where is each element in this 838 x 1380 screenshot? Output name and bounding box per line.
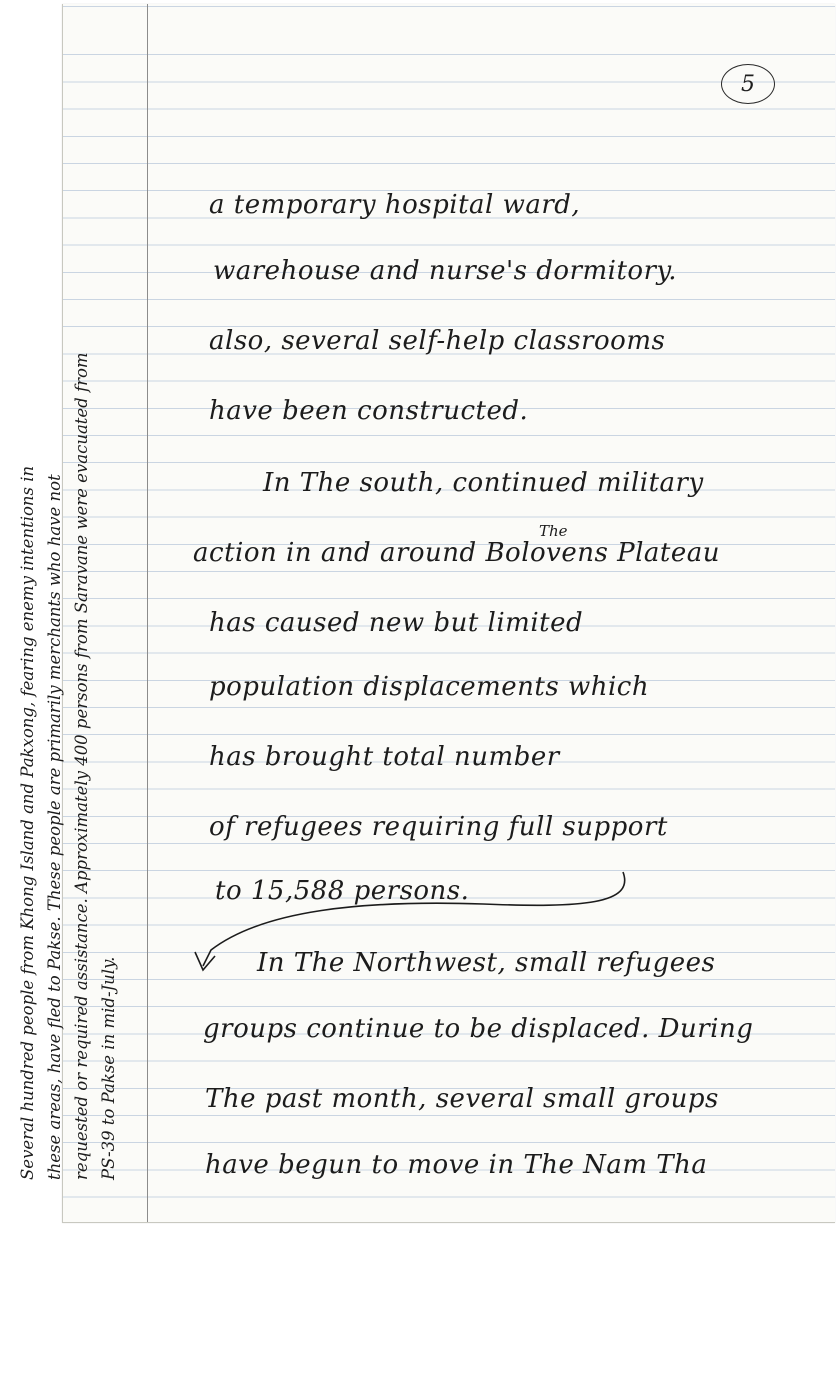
margin-note-line-3: requested or required assistance. Approximately 400 persons from Saravane were evacuated from <box>72 352 91 1180</box>
margin-note-line-1: Several hundred people from Khong Island and Pakxong, fearing enemy intentions in <box>18 465 37 1180</box>
page-number-text: 5 <box>741 71 755 97</box>
handwritten-line-5: In The south, continued military <box>263 468 704 498</box>
handwritten-line-10: of refugees requiring full support <box>209 812 668 842</box>
inserted-word: The <box>539 522 568 540</box>
margin-note-line-2: these areas, have fled to Pakse. These people are primarily merchants who have not <box>45 474 64 1180</box>
margin-note-line-4: PS-39 to Pakse in mid-July. <box>99 956 118 1180</box>
handwritten-line-15: have begun to move in The Nam Tha <box>205 1150 708 1180</box>
handwritten-line-6: action in and around Bolovens Plateau <box>193 538 720 568</box>
handwritten-line-3: also, several self-help classrooms <box>209 326 666 356</box>
notebook-page <box>62 4 835 1223</box>
handwritten-line-13: groups continue to be displaced. During <box>203 1014 754 1044</box>
margin-note <box>14 60 122 1180</box>
handwritten-line-14: The past month, several small groups <box>205 1084 719 1114</box>
handwritten-line-9: has brought total number <box>209 742 560 772</box>
handwritten-line-2: warehouse and nurse's dormitory. <box>213 256 677 286</box>
handwritten-line-8: population displacements which <box>209 672 650 702</box>
handwritten-line-12: In The Northwest, small refugees <box>257 948 716 978</box>
paragraph-arrow-icon <box>63 4 835 1222</box>
handwritten-line-1: a temporary hospital ward, <box>209 190 581 220</box>
handwritten-line-4: have been constructed. <box>209 396 529 426</box>
handwritten-line-7: has caused new but limited <box>209 608 584 638</box>
handwritten-line-11: to 15,588 persons. <box>215 876 470 906</box>
